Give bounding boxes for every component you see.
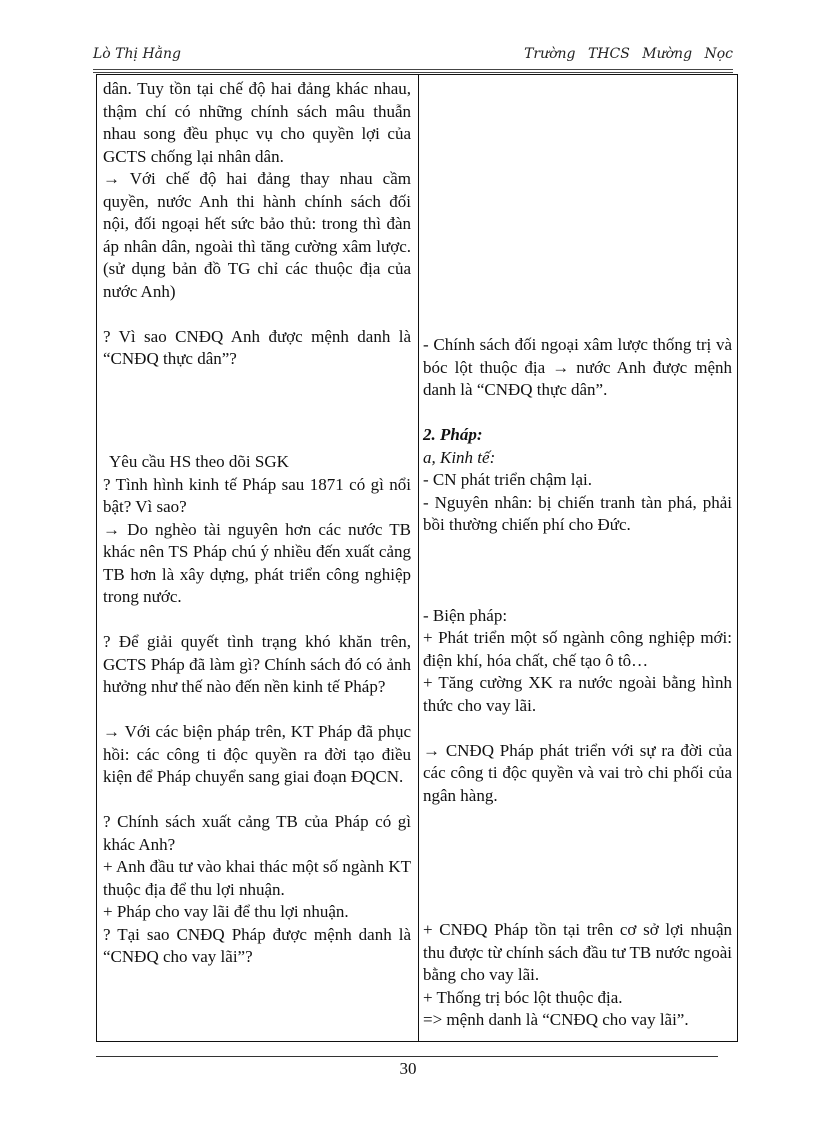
- section-heading: 2. Pháp:: [423, 425, 483, 444]
- column-divider: [418, 74, 419, 1042]
- text-paragraph: + Phát triển một số ngành công nghiệp mới: điện khí, hóa chất, chế tạo ô tô…: [423, 628, 732, 670]
- text-paragraph: - Nguyên nhân: bị chiến tranh tàn phá, phải bồi thường chiến phí cho Đức.: [423, 492, 732, 534]
- text-paragraph: => mệnh danh là “CNĐQ cho vay lãi”.: [423, 1010, 689, 1029]
- text-paragraph: + Tăng cường XK ra nước ngoài bằng hình thức cho vay lãi.: [423, 673, 732, 715]
- content-column: [423, 78, 732, 1032]
- page-number: 30: [399, 1059, 417, 1078]
- text-paragraph: - CN phát triển chậm lại.: [423, 470, 593, 489]
- header-rule-double: [93, 72, 733, 73]
- text-paragraph: → Với các biện pháp trên, KT Pháp đã phục hồi: các công ti độc quyền ra đời tạo điều kiện để Pháp chuyển sang giai đoạn ĐQCN.: [103, 722, 411, 786]
- page-header: [93, 46, 733, 70]
- question-paragraph: ? Chính sách xuất cảng TB của Pháp có gì khác Anh?: [103, 812, 411, 854]
- text-paragraph: → Do nghèo tài nguyên hơn các nước TB khác nên TS Pháp chú ý nhiều đến xuất cảng TB hơn là xây dựng, phát triển công nghiệp trong nước.: [103, 519, 411, 606]
- text-paragraph: + Thống trị bóc lột thuộc địa.: [423, 987, 623, 1007]
- question-paragraph: ? Tình hình kinh tế Pháp sau 1871 có gì nổi bật? Vì sao?: [103, 474, 411, 516]
- text-paragraph: → Với chế độ hai đảng thay nhau cầm quyền, nước Anh thi hành chính sách đối nội, đối ngoại hết sức bảo thủ: trong thì đàn áp nhân dân, ngoài thì tăng cường xâm lược. (sử dụng bản đồ TG chỉ các thuộc địa của nước Anh): [103, 169, 411, 301]
- text-paragraph: → CNĐQ Pháp phát triển với sự ra đời của các công ti độc quyền và vai trò chi phối của ngân hàng.: [423, 740, 732, 805]
- question-paragraph: ? Để giải quyết tình trạng khó khăn trên, GCTS Pháp đã làm gì? Chính sách đó có ảnh hưởng như thế nào đến nền kinh tế Pháp?: [103, 632, 411, 696]
- header-author: Lò Thị Hằng: [93, 46, 181, 62]
- header-rule: [93, 69, 733, 70]
- question-paragraph: ? Tại sao CNĐQ Pháp được mệnh danh là “CNĐQ cho vay lãi”?: [103, 924, 411, 966]
- instruction-paragraph: Yêu cầu HS theo dõi SGK: [109, 452, 289, 471]
- section-subheading: a, Kinh tế:: [423, 447, 496, 467]
- text-paragraph: - Biện pháp:: [423, 605, 508, 625]
- header-school: Trường THCS Mường Nọc: [524, 46, 733, 62]
- question-paragraph: ? Vì sao CNĐQ Anh được mệnh danh là “CNĐQ thực dân”?: [103, 326, 411, 368]
- teacher-activity-column: [103, 78, 411, 969]
- text-paragraph: + Anh đầu tư vào khai thác một số ngành KT thuộc địa để thu lợi nhuận.: [103, 857, 411, 899]
- text-paragraph: dân. Tuy tồn tại chế độ hai đảng khác nhau, thậm chí có những chính sách mâu thuẫn nhau song đều phục vụ cho quyền lợi của GCTS chống lại nhân dân.: [103, 79, 411, 166]
- footer-rule: [96, 1056, 718, 1057]
- text-paragraph: - Chính sách đối ngoại xâm lược thống trị và bóc lột thuộc địa → nước Anh được mệnh danh là “CNĐQ thực dân”.: [423, 335, 732, 399]
- text-paragraph: + CNĐQ Pháp tồn tại trên cơ sở lợi nhuận thu được từ chính sách đầu tư TB nước ngoài bằng cho vay lãi.: [423, 920, 732, 984]
- text-paragraph: + Pháp cho vay lãi để thu lợi nhuận.: [103, 902, 349, 921]
